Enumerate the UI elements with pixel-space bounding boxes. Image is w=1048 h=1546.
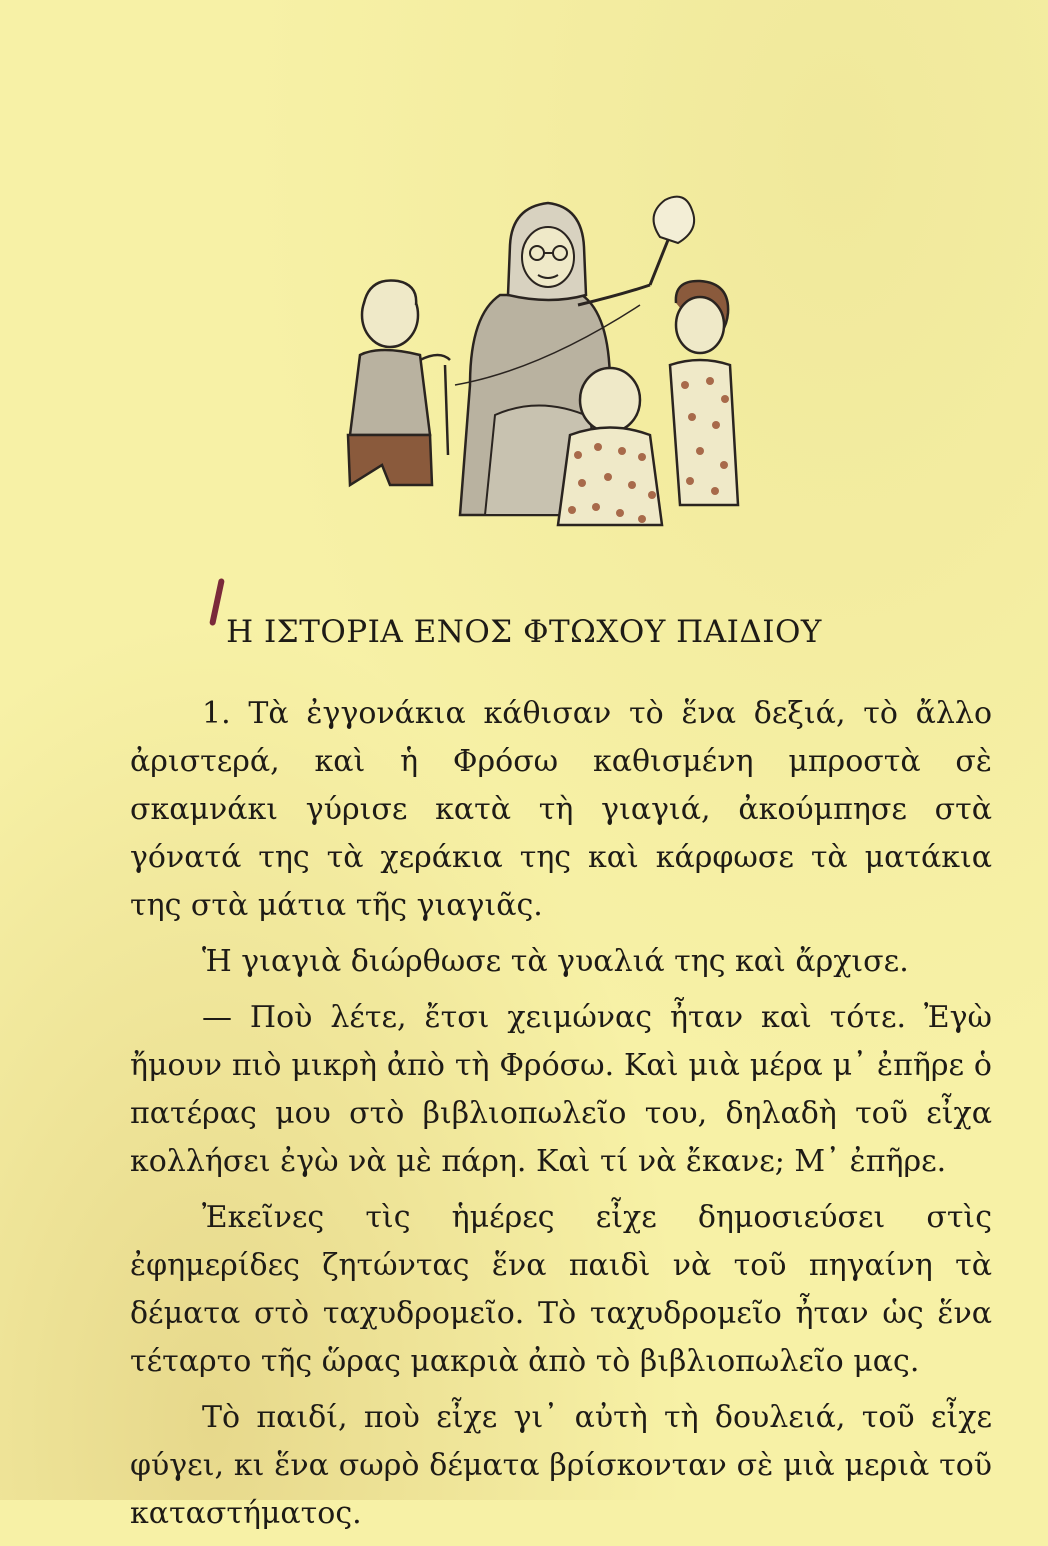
boy-figure xyxy=(348,280,450,485)
paragraph-5: Τὸ παιδί, ποὺ εἶχε γι᾿ αὐτὴ τὴ δουλειά, τοῦ εἶχε φύγει, κι ἕνα σωρὸ δέματα βρίσκονταν σὲ μιὰ μεριὰ τοῦ καταστήματος. xyxy=(130,1400,992,1531)
paragraph-3: — Ποὺ λέτε, ἔτσι χειμώνας ἦταν καὶ τότε. Ἐγὼ ἤμουν πιὸ μικρὴ ἀπὸ τὴ Φρόσω. Καὶ μιὰ μέρα μ᾿ ἐπῆρε ὁ πατέρας μου στὸ βιβλιοπωλεῖο του, δηλαδὴ τοῦ εἶχα κολλήσει ἐγὼ νὰ μὲ πάρη. Καὶ τί νὰ ἔκανε; Μ᾿ ἐπῆρε. xyxy=(130,1000,992,1179)
paragraph-4: Ἐκεῖνες τὶς ἡμέρες εἶχε δημοσιεύσει στὶς ἐφημερίδες ζητώντας ἕνα παιδὶ νὰ τοῦ πηγαίνη τὰ δέματα στὸ ταχυδρομεῖο. Τὸ ταχυδρομεῖο ἦταν ὡς ἕνα τέταρτο τῆς ὥρας μακριὰ ἀπὸ τὸ βιβλιοπωλεῖο μας. xyxy=(130,1200,992,1379)
grandmother-spinning-with-children-illustration xyxy=(320,185,740,545)
story-title: Η ΙΣΤΟΡΙΑ ΕΝΟΣ ΦΤΩΧΟΥ ΠΑΙΔΙΟΥ xyxy=(226,614,822,650)
paragraph-2: Ἡ γιαγιὰ διώρθωσε τὰ γυαλιά της καὶ ἄρχισε. xyxy=(202,944,909,979)
girl-right-figure xyxy=(670,281,738,505)
story-body xyxy=(130,690,992,1546)
paragraph-1: 1. Τὰ ἐγγονάκια κάθισαν τὸ ἕνα δεξιά, τὸ ἄλλο ἀριστερά, καὶ ἡ Φρόσω καθισμένη μπροστὰ σὲ σκαμνάκι γύρισε κατὰ τὴ γιαγιά, ἀκούμπησε στὰ γόνατά της τὰ χεράκια της καὶ κάρφωσε τὰ ματάκια της στὰ μάτια τῆς γιαγιᾶς. xyxy=(130,696,992,923)
